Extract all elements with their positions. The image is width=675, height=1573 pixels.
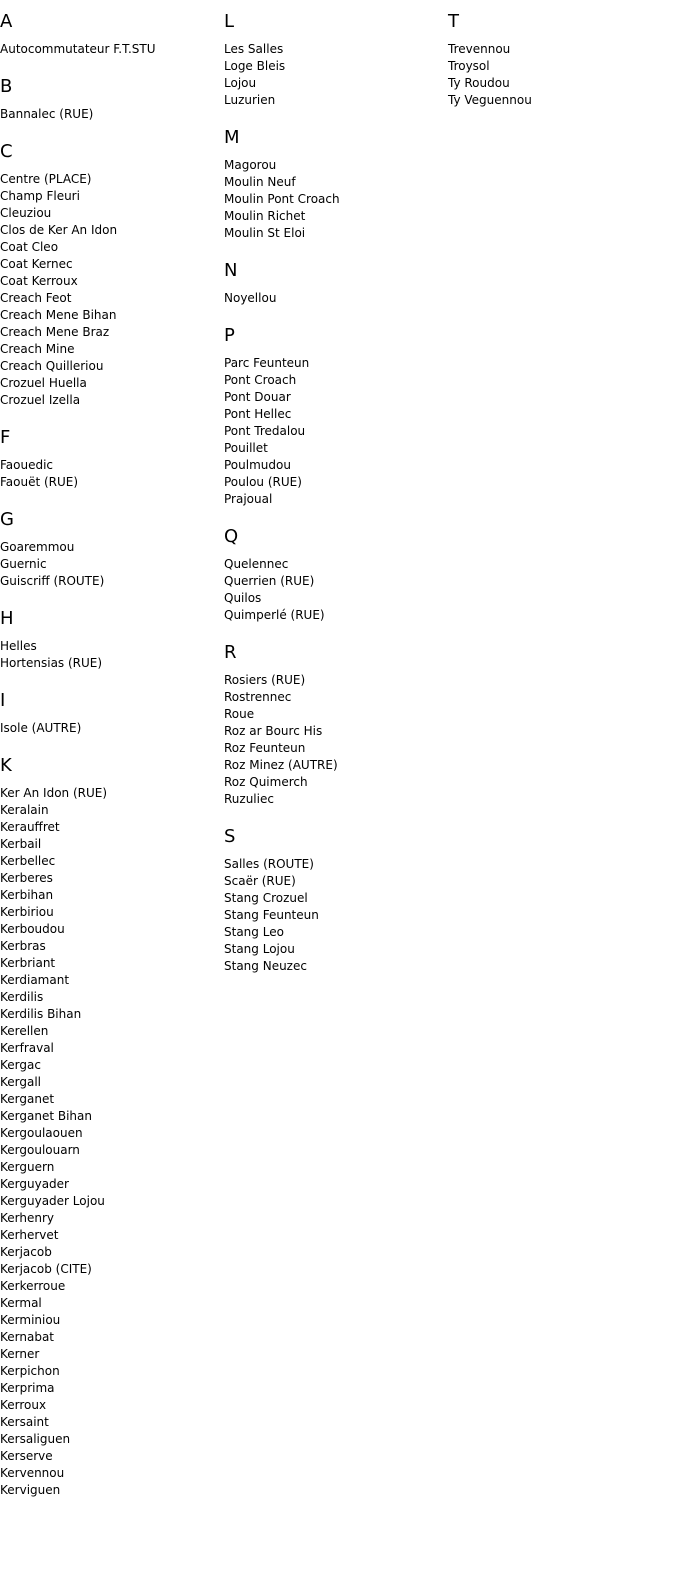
- letter-heading: G: [0, 509, 14, 530]
- letter-heading: F: [0, 427, 11, 448]
- place-link-isole-autre[interactable]: Isole (AUTRE): [0, 721, 82, 735]
- place-link-kerauffret[interactable]: Kerauffret: [0, 820, 60, 834]
- place-link-kernabat[interactable]: Kernabat: [0, 1330, 55, 1344]
- place-link-kerbras[interactable]: Kerbras: [0, 939, 46, 953]
- place-link-coat-cleo[interactable]: Coat Cleo: [0, 240, 59, 254]
- place-link-goaremmou[interactable]: Goaremmou: [0, 540, 75, 554]
- place-link-autocommutateur-f-t-stu[interactable]: Autocommutateur F.T.STU: [0, 42, 156, 56]
- letter-heading: L: [224, 11, 235, 32]
- place-link-poulou-rue[interactable]: Poulou (RUE): [224, 475, 302, 489]
- place-link-kerbiriou[interactable]: Kerbiriou: [0, 905, 54, 919]
- place-link-stang-neuzec[interactable]: Stang Neuzec: [224, 959, 307, 973]
- place-link-ruzuliec[interactable]: Ruzuliec: [224, 792, 274, 806]
- place-link-kermal[interactable]: Kermal: [0, 1296, 42, 1310]
- place-link-coat-kerroux[interactable]: Coat Kerroux: [0, 274, 78, 288]
- place-link-roz-ar-bourc-his[interactable]: Roz ar Bourc His: [224, 724, 323, 738]
- place-link-roz-minez-autre[interactable]: Roz Minez (AUTRE): [224, 758, 338, 772]
- place-link-kerdilis-bihan[interactable]: Kerdilis Bihan: [0, 1007, 82, 1021]
- letter-heading: R: [224, 642, 237, 663]
- place-list: [448, 41, 672, 109]
- letter-heading: S: [224, 826, 236, 847]
- place-link-kersaint[interactable]: Kersaint: [0, 1415, 49, 1429]
- place-link-kerdilis[interactable]: Kerdilis: [0, 990, 44, 1004]
- place-link-kerguyader-lojou[interactable]: Kerguyader Lojou: [0, 1194, 105, 1208]
- place-link-kerpichon[interactable]: Kerpichon: [0, 1364, 60, 1378]
- place-link-kerjacob-cite[interactable]: Kerjacob (CITE): [0, 1262, 92, 1276]
- place-list: [224, 157, 448, 242]
- place-link-coat-kernec[interactable]: Coat Kernec: [0, 257, 73, 271]
- place-link-luzurien[interactable]: Luzurien: [224, 93, 276, 107]
- place-link-moulin-richet[interactable]: Moulin Richet: [224, 209, 306, 223]
- place-link-quimperle-rue[interactable]: Quimperlé (RUE): [224, 608, 325, 622]
- place-link-stang-feunteun[interactable]: Stang Feunteun: [224, 908, 319, 922]
- place-link-poulmudou[interactable]: Poulmudou: [224, 458, 291, 472]
- place-link-quelennec[interactable]: Quelennec: [224, 557, 289, 571]
- place-list: [0, 720, 224, 737]
- place-link-kerjacob[interactable]: Kerjacob: [0, 1245, 52, 1259]
- place-link-pouillet[interactable]: Pouillet: [224, 441, 268, 455]
- place-list: [0, 106, 224, 123]
- place-list: [0, 539, 224, 590]
- letter-group-k: [0, 755, 224, 1499]
- letter-group-p: [224, 325, 448, 508]
- place-link-moulin-neuf[interactable]: Moulin Neuf: [224, 175, 296, 189]
- place-link-creach-feot[interactable]: Creach Feot: [0, 291, 72, 305]
- place-link-kergoulouarn[interactable]: Kergoulouarn: [0, 1143, 80, 1157]
- place-link-kergac[interactable]: Kergac: [0, 1058, 41, 1072]
- place-link-stang-crozuel[interactable]: Stang Crozuel: [224, 891, 308, 905]
- place-link-les-salles[interactable]: Les Salles: [224, 42, 284, 56]
- place-link-kerganet[interactable]: Kerganet: [0, 1092, 55, 1106]
- letter-group-a: [0, 11, 224, 58]
- place-link-ty-roudou[interactable]: Ty Roudou: [448, 76, 510, 90]
- place-link-kerroux[interactable]: Kerroux: [0, 1398, 47, 1412]
- letter-heading: B: [0, 76, 13, 97]
- place-link-crozuel-izella[interactable]: Crozuel Izella: [0, 393, 81, 407]
- place-list: [0, 457, 224, 491]
- place-link-lojou[interactable]: Lojou: [224, 76, 257, 90]
- letter-group-b: [0, 76, 224, 123]
- letter-heading: T: [448, 11, 459, 32]
- letter-heading: C: [0, 141, 13, 162]
- place-list: [224, 41, 448, 109]
- place-list: [224, 672, 448, 808]
- place-link-ker-an-idon-rue[interactable]: Ker An Idon (RUE): [0, 786, 108, 800]
- place-link-guiscriff-route[interactable]: Guiscriff (ROUTE): [0, 574, 105, 588]
- column-3: [448, 0, 672, 127]
- letter-group-l: [224, 11, 448, 109]
- place-link-kerkerroue[interactable]: Kerkerroue: [0, 1279, 66, 1293]
- place-link-kervennou[interactable]: Kervennou: [0, 1466, 65, 1480]
- place-link-kerberes[interactable]: Kerberes: [0, 871, 53, 885]
- place-link-rosiers-rue[interactable]: Rosiers (RUE): [224, 673, 306, 687]
- place-link-kerviguen[interactable]: Kerviguen: [0, 1483, 61, 1497]
- place-link-faouet-rue[interactable]: Faouët (RUE): [0, 475, 79, 489]
- place-link-loge-bleis[interactable]: Loge Bleis: [224, 59, 286, 73]
- place-link-kerellen[interactable]: Kerellen: [0, 1024, 49, 1038]
- place-link-centre-place[interactable]: Centre (PLACE): [0, 172, 92, 186]
- place-link-pont-tredalou[interactable]: Pont Tredalou: [224, 424, 306, 438]
- column-1: [0, 0, 224, 1517]
- letter-group-t: [448, 11, 672, 109]
- place-link-trevennou[interactable]: Trevennou: [448, 42, 511, 56]
- place-link-kerner[interactable]: Kerner: [0, 1347, 40, 1361]
- place-link-moulin-st-eloi[interactable]: Moulin St Eloi: [224, 226, 306, 240]
- place-link-stang-leo[interactable]: Stang Leo: [224, 925, 284, 939]
- place-link-kerguyader[interactable]: Kerguyader: [0, 1177, 69, 1191]
- letter-heading: N: [224, 260, 238, 281]
- letter-group-i: [0, 690, 224, 737]
- letter-heading: K: [0, 755, 12, 776]
- place-link-salles-route[interactable]: Salles (ROUTE): [224, 857, 314, 871]
- place-link-roz-quimerch[interactable]: Roz Quimerch: [224, 775, 308, 789]
- place-list: [0, 41, 224, 58]
- place-link-roz-feunteun[interactable]: Roz Feunteun: [224, 741, 306, 755]
- place-link-ty-veguennou[interactable]: Ty Veguennou: [448, 93, 532, 107]
- letter-group-m: [224, 127, 448, 242]
- place-link-querrien-rue[interactable]: Querrien (RUE): [224, 574, 315, 588]
- letter-heading: Q: [224, 526, 239, 547]
- place-link-kerbihan[interactable]: Kerbihan: [0, 888, 54, 902]
- place-link-keralain[interactable]: Keralain: [0, 803, 49, 817]
- letter-group-f: [0, 427, 224, 491]
- place-link-creach-mine[interactable]: Creach Mine: [0, 342, 75, 356]
- letter-heading: H: [0, 608, 14, 629]
- place-link-magorou[interactable]: Magorou: [224, 158, 277, 172]
- place-link-faouedic[interactable]: Faouedic: [0, 458, 54, 472]
- place-list: [224, 290, 448, 307]
- place-link-kerminiou[interactable]: Kerminiou: [0, 1313, 61, 1327]
- place-link-kersaliguen[interactable]: Kersaliguen: [0, 1432, 71, 1446]
- place-link-quilos[interactable]: Quilos: [224, 591, 262, 605]
- place-link-kerboudou[interactable]: Kerboudou: [0, 922, 65, 936]
- place-link-kerdiamant[interactable]: Kerdiamant: [0, 973, 70, 987]
- letter-heading: M: [224, 127, 240, 148]
- place-list: [0, 785, 224, 1499]
- place-link-kerbail[interactable]: Kerbail: [0, 837, 42, 851]
- letter-group-s: [224, 826, 448, 975]
- place-link-creach-mene-braz[interactable]: Creach Mene Braz: [0, 325, 110, 339]
- place-link-kerbriant[interactable]: Kerbriant: [0, 956, 56, 970]
- letter-heading: P: [224, 325, 235, 346]
- place-link-kerguern[interactable]: Kerguern: [0, 1160, 55, 1174]
- place-list: [0, 638, 224, 672]
- letter-heading: A: [0, 11, 13, 32]
- letter-group-q: [224, 526, 448, 624]
- place-link-moulin-pont-croach[interactable]: Moulin Pont Croach: [224, 192, 340, 206]
- place-link-parc-feunteun[interactable]: Parc Feunteun: [224, 356, 310, 370]
- letter-group-n: [224, 260, 448, 307]
- place-link-clos-de-ker-an-idon[interactable]: Clos de Ker An Idon: [0, 223, 118, 237]
- letter-group-c: [0, 141, 224, 409]
- letter-group-h: [0, 608, 224, 672]
- place-link-kerhervet[interactable]: Kerhervet: [0, 1228, 59, 1242]
- place-link-creach-mene-bihan[interactable]: Creach Mene Bihan: [0, 308, 117, 322]
- place-link-noyellou[interactable]: Noyellou: [224, 291, 277, 305]
- place-link-kergoulaouen[interactable]: Kergoulaouen: [0, 1126, 83, 1140]
- place-link-crozuel-huella[interactable]: Crozuel Huella: [0, 376, 87, 390]
- place-link-kerserve[interactable]: Kerserve: [0, 1449, 53, 1463]
- place-link-champ-fleuri[interactable]: Champ Fleuri: [0, 189, 80, 203]
- place-link-cleuziou[interactable]: Cleuziou: [0, 206, 52, 220]
- place-link-pont-hellec[interactable]: Pont Hellec: [224, 407, 292, 421]
- place-list: [0, 171, 224, 409]
- place-link-kergall[interactable]: Kergall: [0, 1075, 42, 1089]
- place-link-helles[interactable]: Helles: [0, 639, 37, 653]
- place-link-prajoual[interactable]: Prajoual: [224, 492, 273, 506]
- place-link-stang-lojou[interactable]: Stang Lojou: [224, 942, 295, 956]
- letter-heading: I: [0, 690, 6, 711]
- place-link-kerprima[interactable]: Kerprima: [0, 1381, 55, 1395]
- place-link-kerbellec[interactable]: Kerbellec: [0, 854, 56, 868]
- place-link-kerfraval[interactable]: Kerfraval: [0, 1041, 54, 1055]
- place-link-hortensias-rue[interactable]: Hortensias (RUE): [0, 656, 103, 670]
- place-list: [224, 355, 448, 508]
- place-link-pont-croach[interactable]: Pont Croach: [224, 373, 297, 387]
- place-link-guernic[interactable]: Guernic: [0, 557, 47, 571]
- column-2: [224, 0, 448, 993]
- place-link-pont-douar[interactable]: Pont Douar: [224, 390, 291, 404]
- letter-group-g: [0, 509, 224, 590]
- place-link-scaer-rue[interactable]: Scaër (RUE): [224, 874, 296, 888]
- place-link-troysol[interactable]: Troysol: [448, 59, 490, 73]
- letter-group-r: [224, 642, 448, 808]
- place-link-kerganet-bihan[interactable]: Kerganet Bihan: [0, 1109, 92, 1123]
- place-link-rostrennec[interactable]: Rostrennec: [224, 690, 292, 704]
- place-link-roue[interactable]: Roue: [224, 707, 255, 721]
- place-list: [224, 556, 448, 624]
- place-list: [224, 856, 448, 975]
- place-link-bannalec-rue[interactable]: Bannalec (RUE): [0, 107, 94, 121]
- place-link-creach-quilleriou[interactable]: Creach Quilleriou: [0, 359, 104, 373]
- place-link-kerhenry[interactable]: Kerhenry: [0, 1211, 55, 1225]
